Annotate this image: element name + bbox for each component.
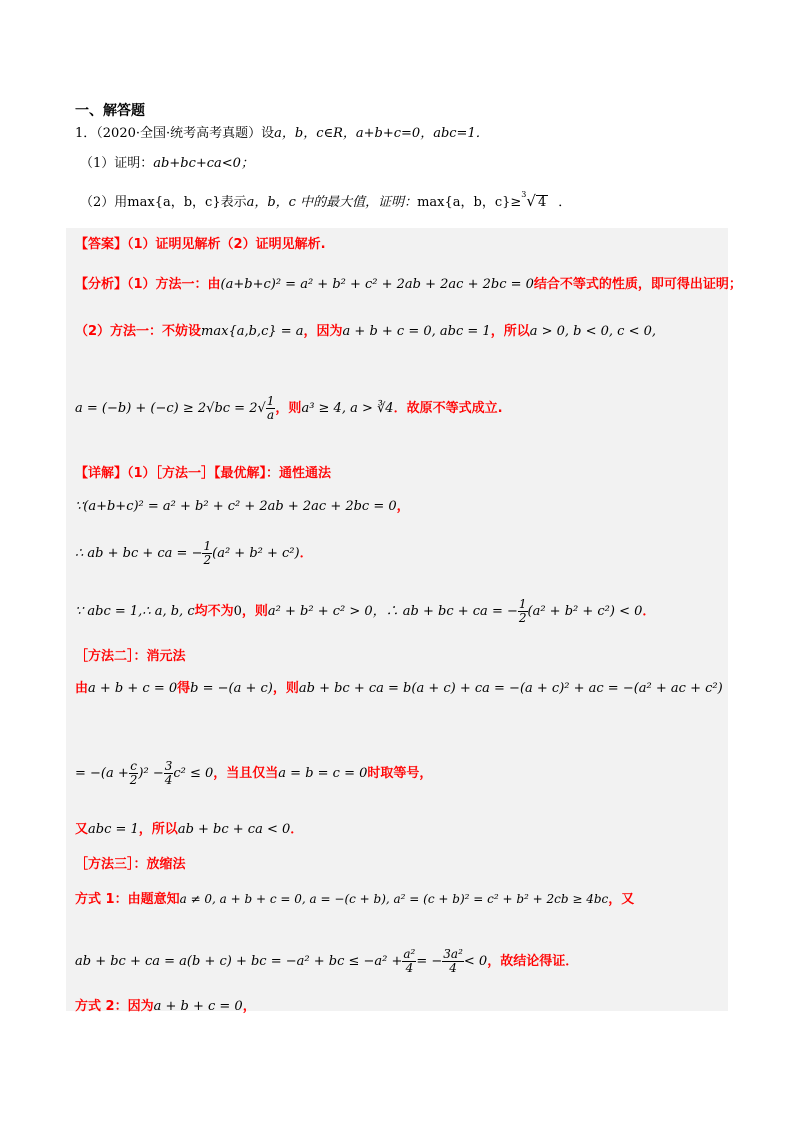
m2-frac-2: $\frac{3}{4}$ xyxy=(164,759,173,787)
m2-eq-7: a = b = c = 0 xyxy=(278,766,368,781)
m3-w1-l2-tail: ，故结论得证． xyxy=(487,954,579,969)
part2-end: ． xyxy=(558,195,572,210)
m3-eq-2: ab + bc + ca = a(b + c) + bc = −a² + bc ≤ −a² + xyxy=(75,954,403,969)
m2-eq-5: )² − xyxy=(138,766,164,781)
analysis-eq-6: a³ ≥ 4, a > ∛4 xyxy=(301,401,394,416)
detail-l3-mid: 均不为 xyxy=(194,604,234,619)
m2-eq-1: a + b + c = 0 xyxy=(88,681,178,696)
method-2-line-2 xyxy=(75,760,432,787)
part2-text3: max{a，b，c}≥ xyxy=(417,195,522,210)
detail-l3-mid2: ，则 xyxy=(241,604,268,619)
detail-eq-1: ∵(a+b+c)² = a² + b² + c² + 2ab + 2ac + 2bc = 0 xyxy=(75,499,397,514)
analysis-line2-label: （2）方法一：不妨设 xyxy=(75,324,202,339)
method-2-line-1 xyxy=(75,677,723,696)
m2-eq-6: c² ≤ 0 xyxy=(173,766,214,781)
m3-w1-b: ，又 xyxy=(608,892,635,907)
m2-eq-9: ab + bc + ca < 0 xyxy=(177,822,291,837)
detail-frac-1: $\frac{1}{2}$ xyxy=(203,539,212,567)
question-part-2 xyxy=(80,190,571,210)
m2-l2-c: 时取等号， xyxy=(367,766,433,781)
m2-frac-1: $\frac{c}{2}$ xyxy=(129,759,138,787)
radical-sign: √ xyxy=(526,192,536,210)
part1-math: ab+bc+ca<0； xyxy=(153,156,254,171)
detail-eq-2: ∴ ab + bc + ca = − xyxy=(75,546,203,561)
detail-line-3 xyxy=(75,598,655,625)
detail-eq-5: ，∴ ab + bc + ca = − xyxy=(372,604,518,619)
analysis-line3-tail: ．故原不等式成立. xyxy=(393,401,503,416)
method-3-way-2 xyxy=(75,995,256,1014)
analysis-eq-1: (a+b+c)² = a² + b² + c² + 2ab + 2ac + 2bc = 0 xyxy=(220,277,534,292)
method-3-way-1 xyxy=(75,888,634,907)
part2-text1: max{a，b，c}表示 xyxy=(127,195,247,210)
m2-l1-a: 由 xyxy=(75,681,89,696)
analysis-eq-4: a > 0, b < 0, c < 0, xyxy=(529,324,657,339)
section-title: 一、解答题 xyxy=(75,103,145,119)
method-3-label: ［方法三］：放缩法 xyxy=(75,857,186,872)
analysis-eq-5: a = (−b) + (−c) ≥ 2√bc = 2 xyxy=(75,401,258,416)
detail-line-1 xyxy=(75,495,410,514)
analysis-eq-3: a + b + c = 0, abc = 1 xyxy=(342,324,491,339)
m3-w2-a: 方式 2：因为 xyxy=(75,999,154,1014)
analysis-line-3: a = (−b) + (−c) ≥ 2√bc = 2√ $\frac{1}{a}$ ，则a³ ≥ 4, a > ∛4．故原不等式成立. xyxy=(75,394,503,422)
question-number: 1． xyxy=(75,126,97,141)
method-2-line-3 xyxy=(75,818,303,837)
detail-frac-2: $\frac{1}{2}$ xyxy=(518,597,527,625)
method-2-label: ［方法二］：消元法 xyxy=(75,649,186,664)
m3-eq-4: < 0 xyxy=(463,954,488,969)
analysis-line-1 xyxy=(75,273,742,292)
answer-label: 【答案】（1）证明见解析（2）证明见解析. xyxy=(75,237,326,252)
question-source: （2020·全国·统考高考真题）设 xyxy=(96,126,275,141)
detail-l2-tail: ． xyxy=(299,546,313,561)
part2-radicand: 4 xyxy=(537,195,547,210)
m2-l2-b: ，当且仅当 xyxy=(213,766,279,781)
question-part-1 xyxy=(80,152,254,171)
detail-label: 【详解】（1）［方法一］【最优解】：通性通法 xyxy=(75,466,332,481)
question-stem xyxy=(75,122,489,141)
detail-line-2 xyxy=(75,540,313,567)
m2-eq-2: b = −(a + c) xyxy=(190,681,273,696)
method-3-way-1-line-2 xyxy=(75,948,578,975)
analysis-label: 【分析】（1）方法一：由 xyxy=(75,277,221,292)
m3-eq-1: a ≠ 0, a + b + c = 0, a = −(c + b), a² = (c + b)² = c² + b² + 2cb ≥ 4bc xyxy=(179,892,609,906)
m3-eq-5: a + b + c = 0 xyxy=(153,999,243,1014)
analysis-line2-mid: ，因为 xyxy=(303,324,343,339)
analysis-line3-mid: ，则 xyxy=(275,401,302,416)
analysis-frac: $\frac{1}{a}$ xyxy=(266,394,275,422)
m3-w2-b: ， xyxy=(242,999,256,1014)
m2-eq-8: abc = 1 xyxy=(88,822,139,837)
detail-eq-2b: (a² + b² + c²) xyxy=(212,546,300,561)
part2-root-index: 3 xyxy=(521,190,527,199)
m2-eq-3: ab + bc + ca = b(a + c) + ca = −(a + c)² + ac = −(a² + ac + c²) xyxy=(298,681,723,696)
part2-label: （2）用 xyxy=(80,195,128,210)
question-conditions: a，b，c∈R，a+b+c=0，abc=1． xyxy=(274,126,489,141)
detail-eq-6: (a² + b² + c²) < 0 xyxy=(527,604,643,619)
m3-eq-3: = − xyxy=(416,954,443,969)
m2-l1-c: ，则 xyxy=(272,681,299,696)
m2-l3-b: ，所以 xyxy=(138,822,178,837)
analysis-line-2 xyxy=(75,320,656,339)
part1-label: （1）证明： xyxy=(80,156,154,171)
m2-l3-c: ． xyxy=(290,822,304,837)
m3-frac-1: $\frac{\text{a²}}{4}$ xyxy=(403,947,416,975)
detail-zero: 0 xyxy=(233,604,242,619)
detail-eq-4: a² + b² + c² > 0 xyxy=(267,604,373,619)
m2-l1-b: 得 xyxy=(177,681,191,696)
analysis-line1-tail: 结合不等式的性质，即可得出证明； xyxy=(533,277,742,292)
detail-l3-tail: ． xyxy=(642,604,656,619)
m3-frac-2: $\frac{\text{3a²}}{4}$ xyxy=(443,947,463,975)
detail-eq-3: ∵ abc = 1,∴ a, b, c xyxy=(75,604,195,619)
m3-w1-a: 方式 1：由题意知 xyxy=(75,892,180,907)
detail-l1-tail: ， xyxy=(396,499,410,514)
analysis-line2-mid2: ，所以 xyxy=(490,324,530,339)
m2-l3-a: 又 xyxy=(75,822,89,837)
m2-eq-4: = −(a + xyxy=(75,766,129,781)
analysis-eq-2: max{a,b,c} = a xyxy=(201,324,304,339)
part2-text2: a，b，c 中的最大值，证明： xyxy=(246,195,418,210)
